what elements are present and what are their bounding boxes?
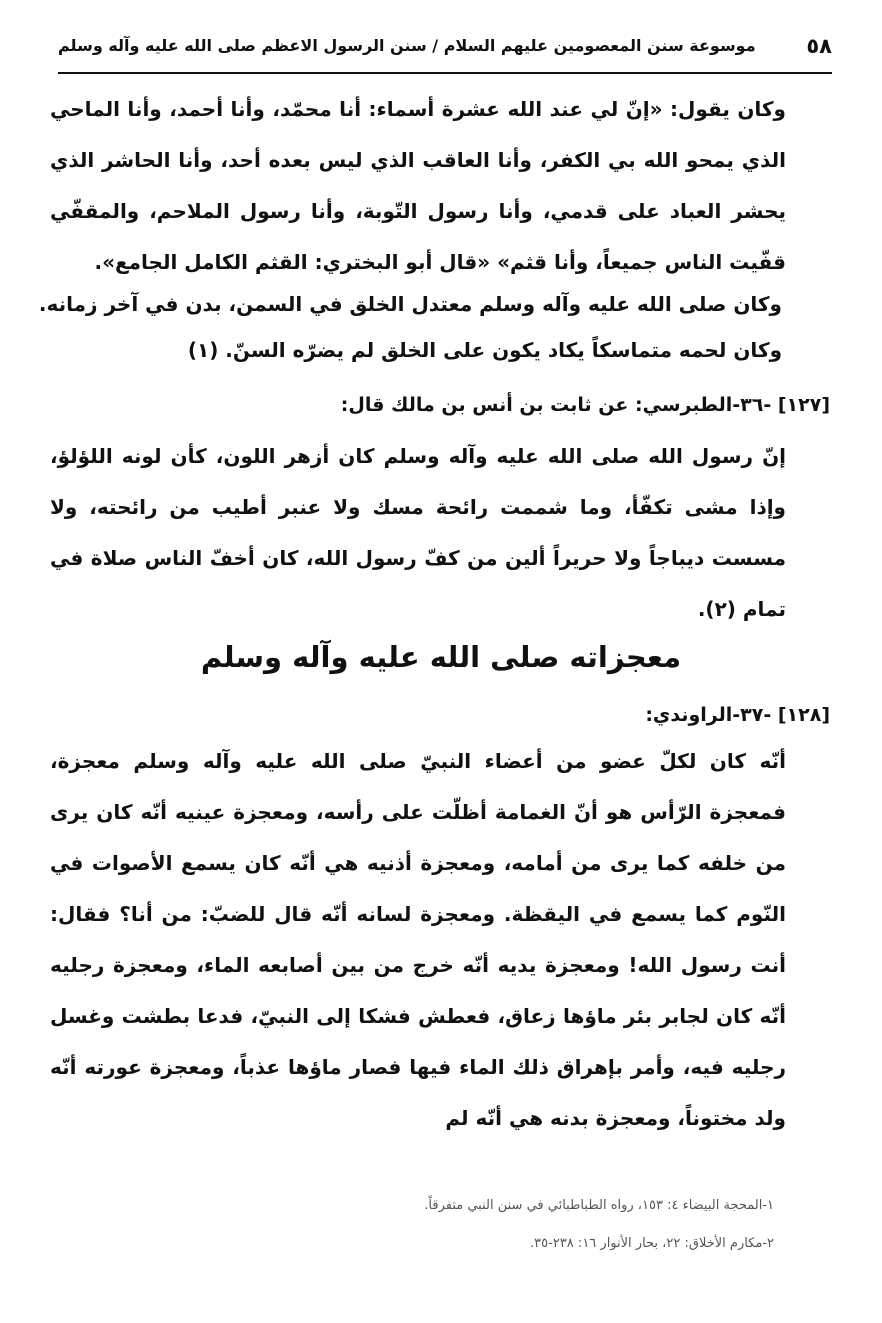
hadith-label-127: [١٢٧] -٣٦-الطبرسي: عن ثابت بن أنس بن مالك قال:: [340, 394, 830, 416]
footnote-1: ١-المحجة البيضاء ٤: ١٥٣، رواه الطباطبائي في سنن النبي متفرقاً.: [424, 1198, 774, 1213]
hadith-line-flesh: وكان لحمه متماسكاً يكاد يكون على الخلق لم يضرّه السنّ. (١): [187, 338, 782, 362]
header-rule: [58, 72, 832, 74]
page-number: ٥٨: [806, 34, 832, 58]
running-title: موسوعة سنن المعصومين عليهم السلام / سنن الرسول الاعظم صلى الله عليه وآله وسلم: [58, 36, 756, 55]
hadith-paragraph-names: وكان يقول: «إنّ لي عند الله عشرة أسماء: أنا محمّد، وأنا أحمد، وأنا الماحي الذي يمحو الله بي الكفر، وأنا العاقب الذي ليس بعده أحد، وأنا الحاشر الذي يحشر العباد على قدمي، وأنا رسول التّوبة، وأنا رسول الملاحم، والمقفّي قفّيت الناس جميعاً، وأنا قثم» «قال أبو البختري: القثم الكامل الجامع».: [50, 97, 786, 274]
hadith-paragraph-128: أنّه كان لكلّ عضو من أعضاء النبيّ صلى الله عليه وآله وسلم معجزة، فمعجزة الرّأس هو أنّ الغمامة أظلّت على رأسه، ومعجزة عينيه أنّه كان يرى من خلفه كما يرى من أمامه، ومعجزة أذنيه هي أنّه كان يسمع الأصوات في النّوم كما يسمع في اليقظة. ومعجزة لسانه أنّه قال للضبّ: من أنا؟ فقال: أنت رسول الله! ومعجزة يديه أنّه خرج من بين أصابعه الماء، ومعجزة رجليه أنّه كان لجابر بئر ماؤها زعاق، فعطش فشكا إلى النبيّ، فدعا بطشت وغسل رجليه فيه، وأمر بإهراق ذلك الماء فيها فصار ماؤها عذباً، ومعجزة عورته أنّه ولد مختوناً، ومعجزة بدنه هي أنّه لم: [50, 749, 786, 1130]
hadith-line-body: وكان صلى الله عليه وآله وسلم معتدل الخلق في السمن، بدن في آخر زمانه.: [38, 292, 782, 316]
footnote-2: ٢-مكارم الأخلاق: ٢٢، بحار الأنوار ١٦: ٢٣٨-٣٥.: [530, 1236, 774, 1251]
page-header: [58, 28, 832, 68]
hadith-paragraph-127: إنّ رسول الله صلى الله عليه وآله وسلم كان أزهر اللون، كأن لونه اللؤلؤ، وإذا مشى تكفّأ، وما شممت رائحة مسك ولا عنبر أطيب من رائحته، ولا مسست ديباجاً ولا حريراً ألين من كفّ رسول الله، كان أخفّ الناس صلاة في تمام (٢).: [50, 444, 786, 621]
hadith-label-128: [١٢٨] -٣٧-الراوندي:: [645, 704, 830, 726]
section-title: معجزاته صلى الله عليه وآله وسلم: [200, 640, 682, 674]
